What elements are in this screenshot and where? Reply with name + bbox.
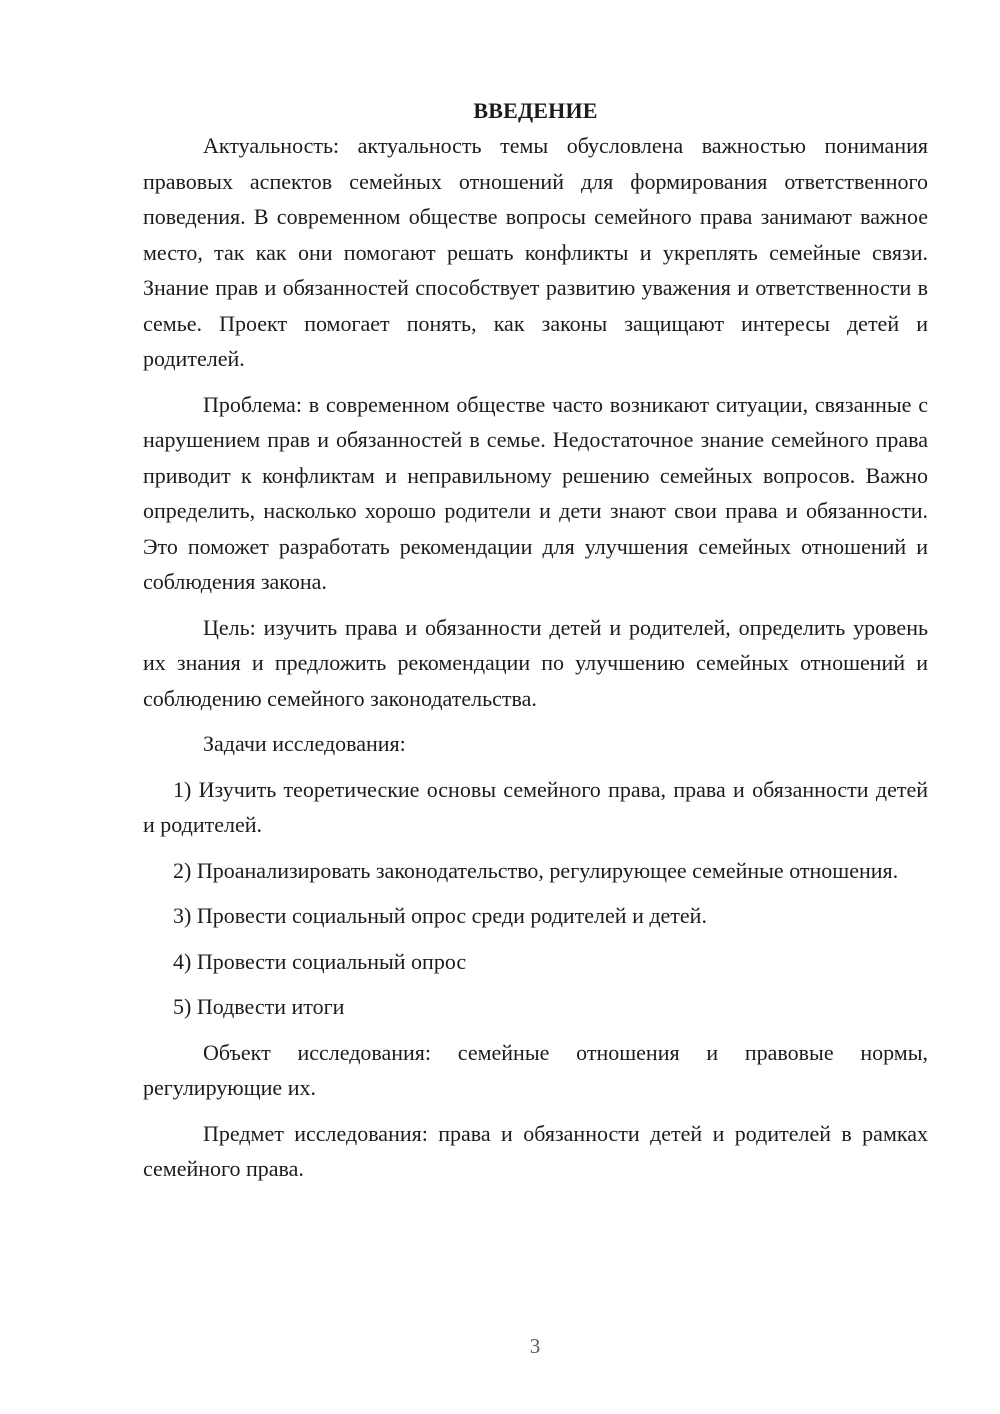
task-item-1: 1) Изучить теоретические основы семейного права, права и обязанности детей и родителей. [143, 776, 928, 837]
page-content [143, 94, 928, 1187]
page-title: ВВЕДЕНИЕ [473, 98, 598, 123]
relevance-paragraph: Актуальность: актуальность темы обусловлена важностью понимания правовых аспектов семейных отношений для формирования ответственного поведения. В современном обществе вопросы семейного права занимают важное место, так как они помогают решать конфликты и укреплять семейные связи. Знание прав и обязанностей способствует развитию уважения и ответственности в семье. Проект помогает понять, как законы защищают интересы детей и родителей. [143, 133, 928, 371]
task-item-5: 5) Подвести итоги [173, 994, 345, 1019]
goal-paragraph: Цель: изучить права и обязанности детей и родителей, определить уровень их знания и предложить рекомендации по улучшению семейных отношений и соблюдению семейного законодательства. [143, 614, 928, 711]
task-item-4: 4) Провести социальный опрос [173, 948, 467, 974]
problem-paragraph: Проблема: в современном обществе часто возникают ситуации, связанные с нарушением прав и обязанностей в семье. Недостаточное знание семейного права приводит к конфликтам и неправильному решению семейных вопросов. Важно определить, насколько хорошо родители и дети знают свои права и обязанности. Это поможет разработать рекомендации для улучшения семейных отношений и соблюдения закона. [143, 391, 928, 594]
page-number: 3 [529, 1334, 541, 1358]
task-item-3: 3) Провести социальный опрос среди родителей и детей. [173, 903, 707, 928]
subject-paragraph: Предмет исследования: права и обязанности детей и родителей в рамках семейного права. [143, 1120, 928, 1181]
tasks-heading: Задачи исследования: [203, 731, 406, 756]
task-item-2: 2) Проанализировать законодательство, регулирующее семейные отношения. [173, 857, 899, 883]
object-paragraph: Объект исследования: семейные отношения и правовые нормы, регулирующие их. [143, 1039, 928, 1100]
